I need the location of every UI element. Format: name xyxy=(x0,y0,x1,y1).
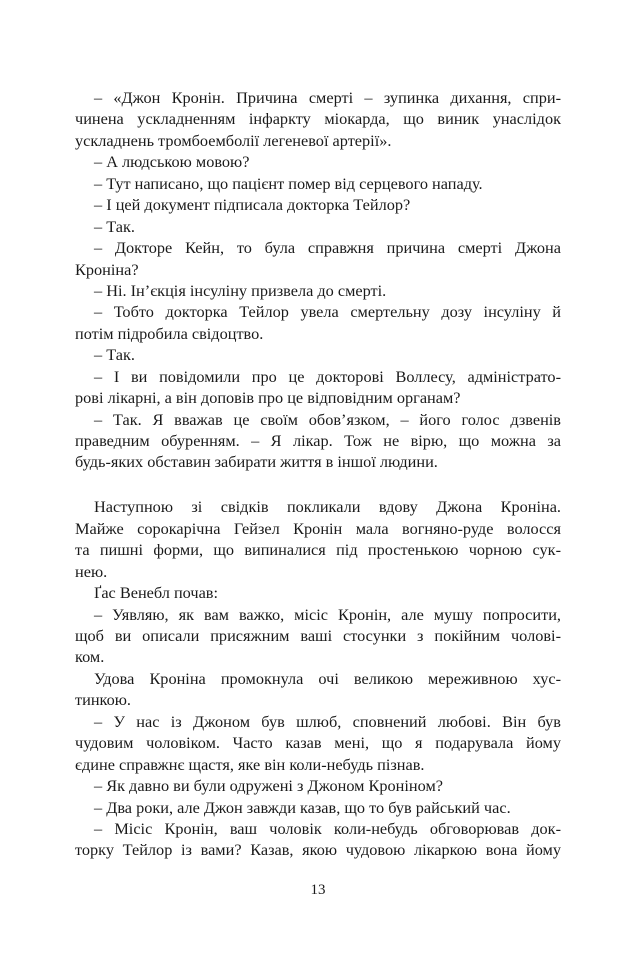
text-line: – Так. Я вважав це своїм обов’язком, – його голос дзвенів xyxy=(94,409,561,429)
text-line: чудовим чоловіком. Часто казав мені, що я подарувала йому xyxy=(75,733,561,753)
text-line: рові лікарні, а він доповів про це відповідним органам? xyxy=(75,388,461,408)
text-line: – Так. xyxy=(94,216,135,236)
page-body-text xyxy=(75,87,561,861)
text-line: – Як давно ви були одружені з Джоном Кроніном? xyxy=(94,776,443,796)
text-line: єдине справжнє щастя, яке він коли-небудь пізнав. xyxy=(75,754,425,774)
text-line: – Докторе Кейн, то була справжня причина смерті Джона xyxy=(94,238,561,258)
page-number: 13 xyxy=(310,882,326,898)
text-line: Кроніна? xyxy=(75,259,139,279)
text-line: – І цей документ підписала докторка Тейлор? xyxy=(94,195,411,215)
text-line: та пишні форми, що випиналися під простенькою чорною сук- xyxy=(75,540,561,560)
text-line: Майже сорокарічна Гейзел Кронін мала вогняно-руде волосся xyxy=(75,518,561,538)
text-line: – Два роки, але Джон завжди казав, що то був райський час. xyxy=(94,797,511,817)
paragraph xyxy=(75,711,561,775)
text-line: потім підробила свідоцтво. xyxy=(75,323,264,343)
paragraph xyxy=(75,151,561,172)
text-line: будь-яких обставин забирати життя в іншої людини. xyxy=(75,452,438,472)
text-line: – «Джон Кронін. Причина смерті – зупинка дихання, спри- xyxy=(94,88,561,107)
paragraph xyxy=(75,604,561,668)
text-line: – Тут написано, що пацієнт помер від серцевого нападу. xyxy=(94,173,483,193)
paragraph xyxy=(75,280,561,301)
paragraph xyxy=(75,366,561,409)
text-line: нею. xyxy=(75,561,108,581)
paragraph xyxy=(75,237,561,280)
text-line: праведним обуренням. – Я лікар. Тож не вірю, що можна за xyxy=(75,431,561,450)
paragraph xyxy=(75,582,561,603)
text-line: – У нас із Джоном був шлюб, сповнений любові. Він був xyxy=(94,711,561,731)
paragraph xyxy=(75,496,561,582)
paragraph xyxy=(75,818,561,861)
section-break xyxy=(75,473,561,497)
paragraph xyxy=(75,775,561,796)
text-line: – Тобто докторка Тейлор увела смертельну дозу інсуліну й xyxy=(94,302,561,322)
text-line: – А людською мовою? xyxy=(94,152,250,172)
paragraph xyxy=(75,87,561,151)
text-line: Наступною зі свідків покликали вдову Джона Кроніна. xyxy=(94,497,561,517)
text-section xyxy=(75,87,561,473)
text-line: – Місіс Кронін, ваш чоловік коли-небудь обговорював док- xyxy=(94,818,561,838)
text-line: Удова Кроніна промокнула очі великою мереживною хус- xyxy=(94,668,561,688)
paragraph xyxy=(75,668,561,711)
text-line: Ґас Венебл почав: xyxy=(94,583,219,603)
paragraph xyxy=(75,409,561,473)
paragraph xyxy=(75,216,561,237)
text-line: ком. xyxy=(75,647,105,667)
text-line: торку Тейлор із вами? Казав, якою чудовою лікаркою вона йому xyxy=(75,840,561,860)
text-line: чинена ускладненням інфаркту міокарда, що виник унаслідок xyxy=(75,109,561,129)
text-line: – Так. xyxy=(94,345,135,365)
text-line: щоб ви описали присяжним ваші стосунки з покійним чолові- xyxy=(75,626,561,645)
paragraph xyxy=(75,173,561,194)
paragraph xyxy=(75,194,561,215)
text-line: – І ви повідомили про це докторові Воллесу, адміністрато- xyxy=(94,366,561,386)
text-line: – Уявляю, як вам важко, місіс Кронін, але мушу попросити, xyxy=(94,604,561,624)
text-line: тинкою. xyxy=(75,690,131,710)
paragraph xyxy=(75,301,561,344)
text-line: ускладнень тромбоемболії легеневої артерії». xyxy=(75,130,392,150)
paragraph xyxy=(75,344,561,365)
text-line: – Ні. Ін’єкція інсуліну призвела до смерті. xyxy=(94,280,387,300)
paragraph xyxy=(75,797,561,818)
text-section xyxy=(75,496,561,860)
